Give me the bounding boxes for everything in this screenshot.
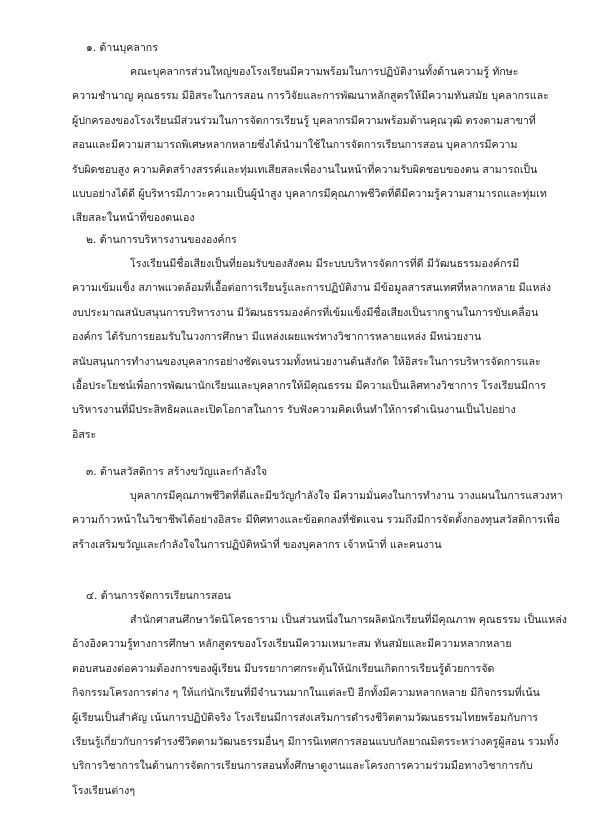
paragraph-line: บริหารงานที่มีประสิทธิผลและเปิดโอกาสในการ รับฟังความคิดเห็นทำให้การดำเนินงานเป็นไปอย่าง [72, 404, 516, 417]
section-paragraph [72, 608, 567, 803]
section-organization-management [72, 228, 562, 447]
section-welfare-morale [72, 460, 562, 557]
section-heading: ๔. ด้านการจัดการเรียนการสอน [86, 590, 231, 602]
section-heading: ๓. ด้านสวัสดิการ สร้างขวัญและกำลังใจ [86, 466, 268, 478]
paragraph-line: โรงเรียนต่างๆ [72, 784, 136, 797]
section-personnel [72, 36, 562, 231]
paragraph-line: สำนักศาสนศึกษาวัดนิโครธาราม เป็นส่วนหนึ่งในการผลิตนักเรียนที่มีคุณภาพ คุณธรรม เป็นแหล่ง [130, 614, 567, 626]
section-heading: ๑. ด้านบุคลากร [86, 42, 158, 54]
paragraph-line: ผู้ปกครองของโรงเรียนมีส่วนร่วมในการจัดการเรียนรู้ บุคลากรมีความพร้อมด้านคุณวุฒิ ตรงตามสาขาที่ [72, 114, 536, 127]
paragraph-line: รับผิดชอบสูง ความคิดสร้างสรรค์และทุ่มเทเสียสละเพื่องานในหน้าที่ความรับผิดชอบของตน สามารถเป็น [72, 163, 538, 176]
paragraph-line: ผู้เรียนเป็นสำคัญ เน้นการปฏิบัติจริง โรงเรียนมีการส่งเสริมการดำรงชีวิตตามวัฒนธรรมไทยพร้อมกับการ [72, 711, 539, 724]
paragraph-line: ความก้าวหน้าในวิชาชีพได้อย่างอิสระ มีทิศทางและข้อตกลงที่ชัดแจน รวมถึงมีการจัดตั้งกองทุนสวัสดิการเพื่อ [72, 514, 561, 527]
paragraph-line: เสียสละในหน้าที่ของตนเอง [72, 212, 195, 225]
paragraph-line: อิสระ [72, 428, 97, 441]
paragraph-line: เรียนรู้เกี่ยวกับการดำรงชีวิตตามวัฒนธรรมอื่นๆ มีการนิเทศการสอนแบบกัลยาณมิตรระหว่างครูผู้สอน รวมทั้ง [72, 736, 559, 749]
paragraph-line: โรงเรียนมีชื่อเสียงเป็นที่ยอมรับของสังคม มีระบบบริหารจัดการที่ดี มีวัฒนธรรมองค์กรมี [130, 258, 520, 270]
paragraph-line: บุคลากรมีคุณภาพชีวิตที่ดีและมีขวัญกำลังใจ มีความมั่นคงในการทำงาน วางแผนในการแสวงหา [130, 490, 563, 502]
section-paragraph [72, 60, 562, 231]
paragraph-line: ตอบสนองต่อความต้องการของผู้เรียน มีบรรยากาศกระตุ้นให้นักเรียนเกิดการเรียนรู้ด้วยการจัด [72, 662, 495, 675]
paragraph-line: งบประมาณสนับสนุนการบริหารงาน มีวัฒนธรรมองค์กรที่เข้มแข็งมีชื่อเสียงเป็นรากฐานในการขับเคลื่อน [72, 306, 539, 319]
section-paragraph [72, 484, 562, 557]
paragraph-line: สนับสนุนการทำงานของบุคลากรอย่างชัดเจนรวมทั้งหน่วยงานต้นสังกัด ให้อิสระในการบริหารจัดการและ [72, 355, 541, 368]
paragraph-line: ความชำนาญ คุณธรรม มีอิสระในการสอน การวิจัยและการพัฒนาหลักสูตรให้มีความทันสมัย บุคลากรและ [72, 90, 549, 103]
paragraph-line: อ้างอิงความรู้ทางการศึกษา หลักสูตรของโรงเรียนมีความเหมาะสม ทันสมัยและมีความหลากหลาย [72, 638, 512, 651]
section-paragraph [72, 252, 562, 447]
paragraph-line: เอื้อประโยชน์เพื่อการพัฒนานักเรียนและบุคลากรให้มีคุณธรรม มีความเป็นเลิศทางวิชาการ โรงเรียนมีการ [72, 380, 546, 393]
paragraph-line: สร้างเสริมขวัญและกำลังใจในการปฏิบัติหน้าที่ ของบุคลากร เจ้าหน้าที่ และคนงาน [72, 538, 442, 551]
paragraph-line: บริการวิชาการในด้านการจัดการเรียนการสอนทั้งศึกษาดูงานและโครงการความร่วมมือทางวิชาการกับ [72, 760, 533, 773]
paragraph-line: กิจกรรมโครงการต่าง ๆ ให้แก่นักเรียนที่มีจำนวนมากในแต่ละปี อีกทั้งมีความหลากหลาย มีกิจกรรมที่เน้น [72, 687, 540, 700]
section-heading: ๒. ด้านการบริหารงานขององค์กร [86, 234, 237, 246]
paragraph-line: คณะบุคลากรส่วนใหญ่ของโรงเรียนมีความพร้อมในการปฏิบัติงานทั้งด้านความรู้ ทักษะ [130, 66, 519, 78]
paragraph-line: ความเข้มแข็ง สภาพแวดล้อมที่เอื้อต่อการเรียนรู้และการปฏิบัติงาน มีข้อมูลสารสนเทศที่หลากหลาย มีแหล่ง [72, 282, 552, 295]
paragraph-line: องค์กร ได้รับการยอมรับในวงการศึกษา มีแหล่งเผยแพร่ทางวิชาการหลายแหล่ง มีหน่วยงาน [72, 331, 482, 344]
paragraph-line: สอนและมีความสามารถพิเศษหลากหลายซึ่งได้นำมาใช้ในการจัดการเรียนการสอน บุคลากรมีความ [72, 139, 518, 152]
paragraph-line: แบบอย่างได้ดี ผู้บริหารมีภาวะความเป็นผู้นำสูง บุคลากรมีคุณภาพชีวิตที่ดีมีความรู้ความสามารถและทุ่มเท [72, 188, 547, 201]
section-teaching-learning [72, 584, 567, 803]
